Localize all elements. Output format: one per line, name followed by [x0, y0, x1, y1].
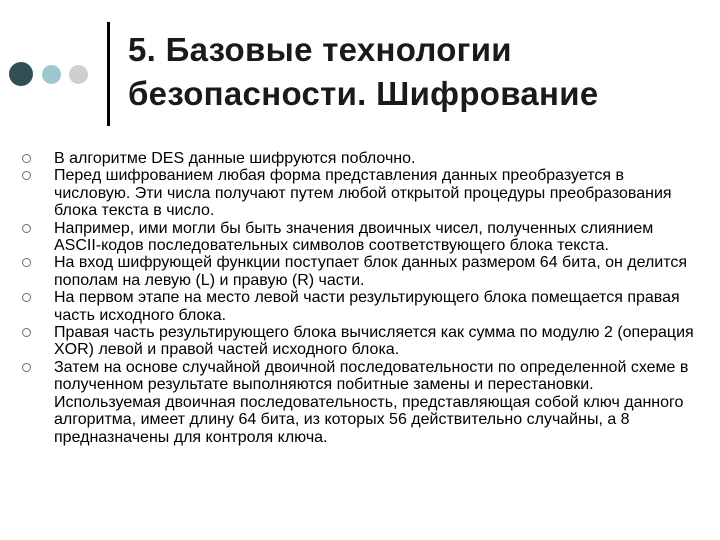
title-divider: [107, 22, 110, 126]
bullet-item: [22, 254, 702, 289]
bullet-ring-icon: [22, 154, 31, 163]
bullet-text: На вход шифрующей функции поступает блок данных размером 64 бита, он делится пополам на левую (L) и правую (R) части.: [54, 254, 688, 289]
bullet-text: Затем на основе случайной двоичной последовательности по определенной схеме в полученном результате выполняются побитные замены и перестановки. Используемая двоичная последовательность, представляющая собой ключ данного алгоритма, имеет длину 64 бита, из которых 56 действительно случайны, а 8 предназначены для контроля ключа.: [54, 358, 689, 446]
bullet-item: [22, 167, 702, 219]
bullet-text: На первом этапе на место левой части результирующего блока помещается правая часть исходного блока.: [54, 289, 680, 324]
dark-dot-icon: [9, 62, 33, 86]
slide-title: [128, 28, 708, 116]
bullet-item: [22, 324, 702, 359]
bullet-item: [22, 150, 702, 167]
bullet-ring-icon: [22, 224, 31, 233]
bullet-ring-icon: [22, 328, 31, 337]
bullet-text: Например, ими могли бы быть значения двоичных чисел, полученных слиянием ASCII-кодов последовательных символов соответствующего блока текста.: [54, 219, 654, 255]
slide-title-line-1: 5. Базовые технологии: [128, 31, 512, 68]
bullet-text: В алгоритме DES данные шифруются поблочно.: [54, 150, 416, 167]
bullet-ring-icon: [22, 171, 31, 180]
bullet-ring-icon: [22, 293, 31, 302]
bullet-ring-icon: [22, 258, 31, 267]
decorative-dots: [0, 0, 100, 100]
bullet-text: Перед шифрованием любая форма представления данных преобразуется в числовую. Эти числа получают путем любой открытой процедуры преобразования блока текста в число.: [54, 167, 672, 220]
teal-dot-icon: [42, 65, 61, 84]
gray-dot-icon: [69, 65, 88, 84]
slide-title-line-2: безопасности. Шифрование: [128, 75, 599, 112]
bullet-item: [22, 359, 702, 446]
bullet-item: [22, 220, 702, 255]
bullet-ring-icon: [22, 363, 31, 372]
bullet-text: Правая часть результирующего блока вычисляется как сумма по модулю 2 (операция XOR) левой и правой частей исходного блока.: [54, 324, 694, 359]
bullet-item: [22, 289, 702, 324]
bullet-list: [22, 150, 702, 446]
